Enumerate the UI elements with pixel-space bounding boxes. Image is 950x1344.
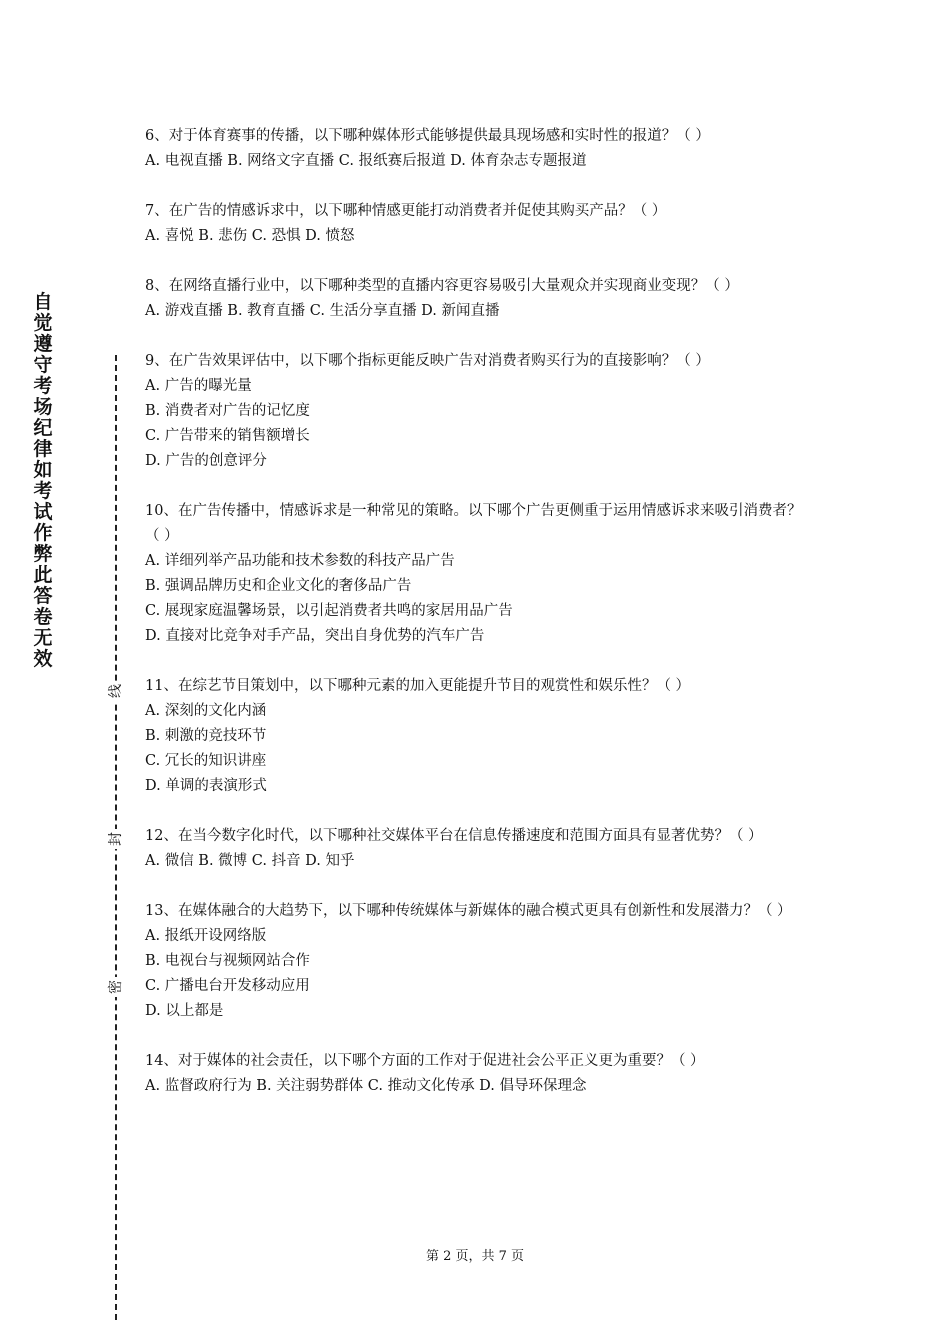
answer-option: A. 广告的曝光量 bbox=[145, 378, 252, 394]
question-block bbox=[145, 499, 810, 649]
answer-option: A. 电视直播 B. 网络文字直播 C. 报纸赛后报道 D. 体育杂志专题报道 bbox=[145, 153, 587, 169]
question-stem: 7、在广告的情感诉求中，以下哪种情感更能打动消费者并促使其购买产品？（ ） bbox=[145, 203, 667, 219]
exam-discipline-notice: 自觉遵守考场纪律如考试作弊此答卷无效 bbox=[33, 291, 53, 670]
answer-option: C. 广播电台开发移动应用 bbox=[145, 978, 310, 994]
page-footer: 第 2 页，共 7 页 bbox=[425, 1249, 525, 1264]
question-block bbox=[145, 1049, 810, 1099]
answer-option: C. 展现家庭温馨场景，以引起消费者共鸣的家居用品广告 bbox=[145, 603, 513, 619]
question-stem: 9、在广告效果评估中，以下哪个指标更能反映广告对消费者购买行为的直接影响？（ ） bbox=[145, 353, 710, 369]
answer-option: A. 微信 B. 微博 C. 抖音 D. 知乎 bbox=[145, 853, 355, 869]
answer-option: A. 报纸开设网络版 bbox=[145, 928, 267, 944]
question-block bbox=[145, 674, 810, 799]
answer-option: B. 电视台与视频网站合作 bbox=[145, 953, 310, 969]
question-stem: 11、在综艺节目策划中，以下哪种元素的加入更能提升节目的观赏性和娱乐性？（ ） bbox=[145, 678, 691, 694]
question-block bbox=[145, 274, 810, 324]
question-stem: 14、对于媒体的社会责任，以下哪个方面的工作对于促进社会公平正义更为重要？（ ） bbox=[145, 1053, 705, 1069]
answer-option: A. 深刻的文化内涵 bbox=[145, 703, 267, 719]
answer-option: C. 冗长的知识讲座 bbox=[145, 753, 267, 769]
answer-option: D. 广告的创意评分 bbox=[145, 453, 267, 469]
question-block bbox=[145, 899, 810, 1024]
answer-option: C. 广告带来的销售额增长 bbox=[145, 428, 310, 444]
binding-mark-seal: 封 bbox=[105, 829, 127, 849]
question-stem: 8、在网络直播行业中，以下哪种类型的直播内容更容易吸引大量观众并实现商业变现？（ ） bbox=[145, 278, 739, 294]
question-list bbox=[145, 124, 810, 1124]
answer-option: D. 直接对比竞争对手产品，突出自身优势的汽车广告 bbox=[145, 628, 485, 644]
binding-mark-line: 线 bbox=[105, 681, 127, 701]
question-block bbox=[145, 349, 810, 474]
answer-option: B. 强调品牌历史和企业文化的奢侈品广告 bbox=[145, 578, 412, 594]
answer-option: A. 详细列举产品功能和技术参数的科技产品广告 bbox=[145, 553, 455, 569]
answer-option: D. 单调的表演形式 bbox=[145, 778, 267, 794]
question-stem: 6、对于体育赛事的传播，以下哪种媒体形式能够提供最具现场感和实时性的报道？（ ） bbox=[145, 128, 710, 144]
answer-option: B. 刺激的竞技环节 bbox=[145, 728, 267, 744]
question-block bbox=[145, 824, 810, 874]
answer-option: B. 消费者对广告的记忆度 bbox=[145, 403, 310, 419]
answer-option: A. 游戏直播 B. 教育直播 C. 生活分享直播 D. 新闻直播 bbox=[145, 303, 500, 319]
question-stem: 10、在广告传播中，情感诉求是一种常见的策略。以下哪个广告更侧重于运用情感诉求来吸引消费者？（ ） bbox=[145, 503, 802, 544]
answer-option: D. 以上都是 bbox=[145, 1003, 224, 1019]
question-stem: 12、在当今数字化时代，以下哪种社交媒体平台在信息传播速度和范围方面具有显著优势？（ ） bbox=[145, 828, 763, 844]
question-stem: 13、在媒体融合的大趋势下，以下哪种传统媒体与新媒体的融合模式更具有创新性和发展潜力？（ ） bbox=[145, 903, 792, 919]
question-block bbox=[145, 124, 810, 174]
answer-option: A. 监督政府行为 B. 关注弱势群体 C. 推动文化传承 D. 倡导环保理念 bbox=[145, 1078, 587, 1094]
answer-option: A. 喜悦 B. 悲伤 C. 恐惧 D. 愤怒 bbox=[145, 228, 355, 244]
question-block bbox=[145, 199, 810, 249]
binding-mark-secret: 密 bbox=[105, 977, 127, 997]
